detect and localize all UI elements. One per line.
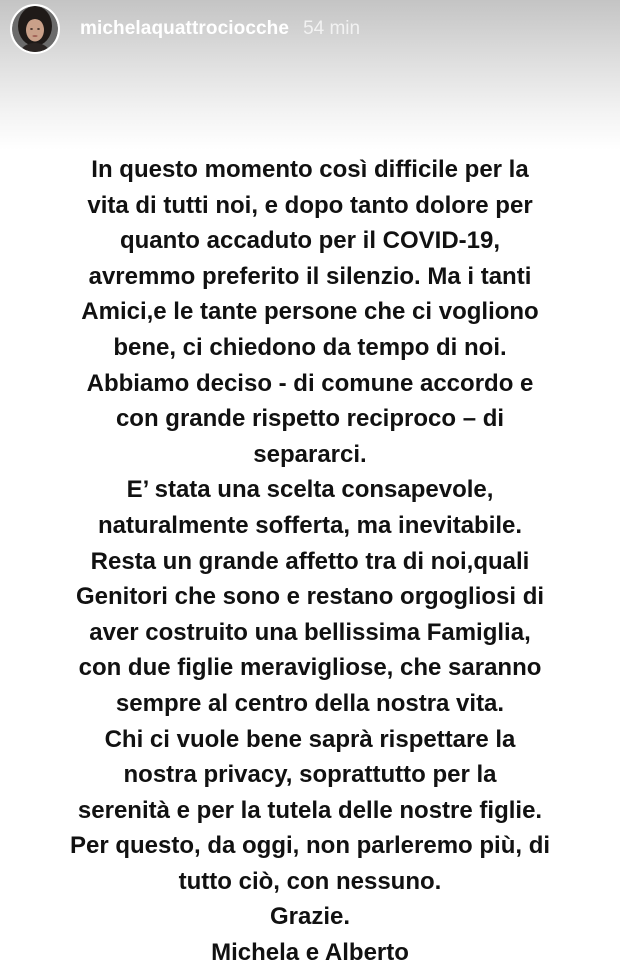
story-header: [10, 4, 360, 54]
message-line: bene, ci chiedono da tempo di noi.: [113, 333, 507, 361]
message-line: vita di tutti noi, e dopo tanto dolore per: [87, 191, 533, 219]
message-line: E’ stata una scelta consapevole,: [126, 476, 494, 504]
message-line: Per questo, da oggi, non parleremo più, di: [69, 832, 551, 860]
message-line: Resta un grande affetto tra di noi,quali: [90, 547, 530, 575]
message-line: naturalmente sofferta, ma inevitabile.: [97, 511, 523, 539]
message-line: Chi ci vuole bene saprà rispettare la: [104, 725, 516, 753]
story-timestamp: 54 min: [303, 18, 361, 39]
message-line: quanto accaduto per il COVID-19,: [119, 227, 501, 255]
message-line: serenità e per la tutela delle nostre figlie.: [77, 796, 543, 824]
profile-photo-icon: [12, 6, 58, 52]
message-line: Amici,e le tante persone che ci vogliono: [81, 298, 539, 326]
message-line: avremmo preferito il silenzio. Ma i tanti: [88, 262, 532, 290]
message-line: Grazie.: [269, 903, 351, 931]
profile-avatar[interactable]: [10, 4, 60, 54]
message-line: con due figlie meravigliose, che saranno: [78, 654, 542, 682]
story-username[interactable]: michelaquattrociocche: [80, 18, 290, 39]
message-line: sempre al centro della nostra vita.: [115, 689, 505, 717]
message-line: con grande rispetto reciproco – di: [115, 405, 505, 433]
message-line: tutto ciò, con nessuno.: [178, 867, 442, 895]
message-line: separarci.: [253, 440, 367, 468]
message-line: In questo momento così difficile per la: [91, 156, 529, 183]
message-line: Genitori che sono e restano orgogliosi di: [75, 583, 545, 611]
message-line: aver costruito una bellissima Famiglia,: [89, 618, 531, 646]
story-message: [0, 152, 620, 971]
message-line: nostra privacy, soprattutto per la: [123, 761, 497, 789]
message-line: Michela e Alberto: [211, 939, 409, 967]
message-line: Abbiamo deciso - di comune accordo e: [86, 369, 534, 397]
